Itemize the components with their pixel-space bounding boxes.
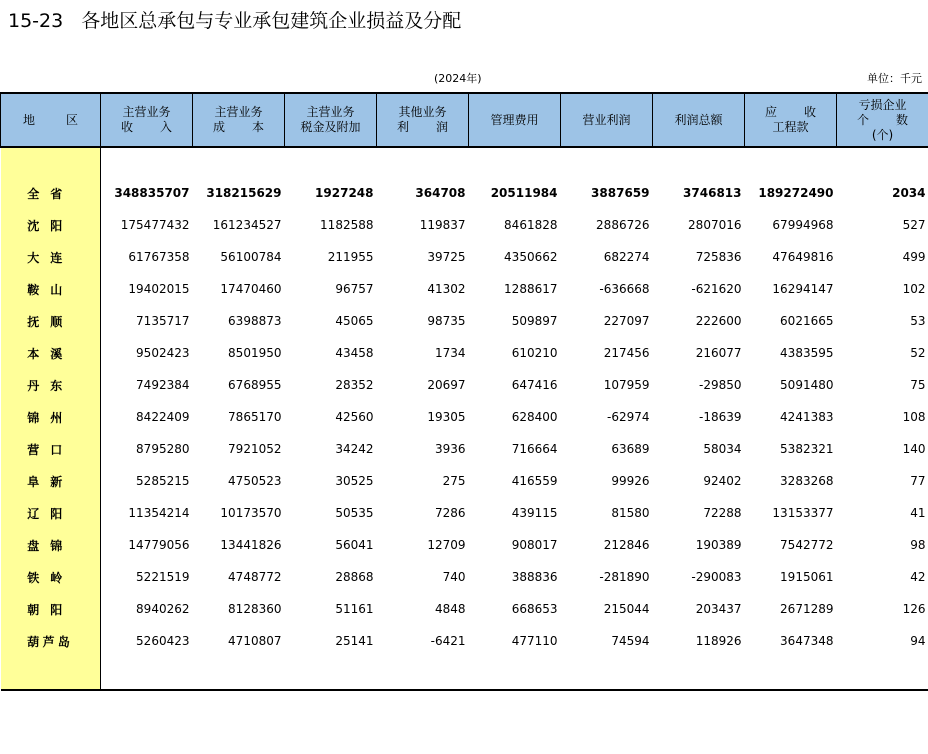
region-name: [27, 569, 73, 586]
value-cell: 364708: [415, 186, 466, 200]
value-cell: 98: [910, 538, 926, 552]
value-cell: 5091480: [780, 378, 834, 392]
region-cell: [1, 147, 101, 177]
value-cell: 5382321: [780, 442, 834, 456]
region-name: [27, 601, 73, 618]
value-cell: 5285215: [136, 474, 190, 488]
value-cell: 8501950: [228, 346, 282, 360]
table-row: [1, 337, 928, 369]
region-name-char: 丹: [27, 378, 40, 393]
header-other-profit: [377, 93, 469, 147]
region-name: [27, 441, 73, 458]
spacer-row: [1, 657, 928, 690]
header-line: 主营业务: [306, 105, 355, 119]
header-main-cost: [193, 93, 285, 147]
value-cell: 43458: [335, 346, 374, 360]
value-cell: 53: [910, 314, 926, 328]
value-cell: 20697: [427, 378, 466, 392]
value-cell: 8461828: [504, 218, 558, 232]
value-cell: 4383595: [780, 346, 834, 360]
header-row: [1, 93, 928, 147]
value-cell: 2034: [892, 186, 926, 200]
value-cell: 682274: [603, 250, 650, 264]
value-cell: 203437: [695, 602, 742, 616]
region-name-char: 锦: [50, 538, 63, 553]
header-char: 利: [397, 120, 410, 134]
value-cell: 47649816: [772, 250, 834, 264]
value-cell: 34242: [335, 442, 374, 456]
header-char: 收: [121, 120, 134, 134]
value-cell: 13441826: [220, 538, 282, 552]
value-cell: 77: [910, 474, 926, 488]
value-cell: 11354214: [128, 506, 190, 520]
value-cell: 28868: [335, 570, 374, 584]
region-name-char: 辽: [27, 506, 40, 521]
value-cell: -281890: [599, 570, 650, 584]
region-name-char: 朝: [27, 602, 40, 617]
table-body: [1, 147, 928, 690]
region-name-cell: [1, 209, 101, 241]
table-row: [1, 625, 928, 657]
region-name-char: 铁: [27, 570, 40, 585]
value-cell: 509897: [511, 314, 558, 328]
region-name-char: 全: [27, 186, 40, 201]
value-cell: 348835707: [114, 186, 190, 200]
region-name-char: 抚: [27, 314, 40, 329]
region-name-cell: [1, 433, 101, 465]
value-cell: 318215629: [206, 186, 282, 200]
region-name: [27, 249, 73, 266]
header-char: 润: [435, 120, 448, 134]
value-cell: 4350662: [504, 250, 558, 264]
header-region: [1, 93, 101, 147]
value-cell: 63689: [611, 442, 650, 456]
region-name-char: 东: [50, 378, 63, 393]
unit-label: 单位：千元: [867, 72, 922, 85]
header-line: 亏损企业: [858, 97, 907, 112]
table-row: [1, 241, 928, 273]
value-cell: 12709: [427, 538, 466, 552]
value-cell: 3283268: [780, 474, 834, 488]
value-cell: 8940262: [136, 602, 190, 616]
value-cell: 6021665: [780, 314, 834, 328]
region-name: [27, 281, 73, 298]
value-cell: 118926: [695, 634, 742, 648]
spacer-row: [1, 147, 928, 177]
value-cell: 107959: [603, 378, 650, 392]
value-cell: 25141: [335, 634, 374, 648]
spacer-cell: [101, 147, 928, 177]
table-row: [1, 465, 928, 497]
region-name-cell: [1, 241, 101, 273]
value-cell: 10173570: [220, 506, 282, 520]
region-name-cell: [1, 625, 101, 657]
table-row: [1, 305, 928, 337]
header-operating-profit: 营业利润: [561, 93, 653, 147]
value-cell: 1927248: [315, 186, 374, 200]
region-name: [27, 345, 73, 362]
value-cell: 98735: [427, 314, 466, 328]
value-cell: 72288: [703, 506, 742, 520]
region-name: [27, 409, 73, 426]
value-cell: 119837: [419, 218, 466, 232]
value-cell: 92402: [703, 474, 742, 488]
header-main-tax: [285, 93, 377, 147]
region-name-cell: [1, 465, 101, 497]
value-cell: 5221519: [136, 570, 190, 584]
header-line: 税金及附加: [300, 120, 361, 134]
region-name-char: 省: [50, 186, 63, 201]
value-cell: 42: [910, 570, 926, 584]
value-cell: 2886726: [596, 218, 650, 232]
region-name-char: 阳: [50, 602, 63, 617]
region-name-char: 顺: [50, 314, 63, 329]
table-title-text: 各地区总承包与专业承包建筑企业损益及分配: [81, 10, 462, 32]
value-cell: 51161: [335, 602, 374, 616]
value-cell: 1915061: [780, 570, 834, 584]
value-cell: 3647348: [780, 634, 834, 648]
header-line: 主营业务: [214, 105, 263, 119]
value-cell: 216077: [695, 346, 742, 360]
value-cell: 19305: [427, 410, 466, 424]
region-name: [27, 377, 73, 394]
value-cell: 6398873: [228, 314, 282, 328]
region-name-char: 口: [50, 442, 63, 457]
region-name: [27, 217, 73, 234]
year-label: (2024年): [434, 72, 482, 85]
value-cell: 140: [902, 442, 926, 456]
value-cell: 45065: [335, 314, 374, 328]
table-row: [1, 593, 928, 625]
region-name-cell: [1, 369, 101, 401]
value-cell: 477110: [511, 634, 558, 648]
table-row: [1, 529, 928, 561]
region-name: [27, 537, 73, 554]
region-name-cell: [1, 529, 101, 561]
value-cell: 668653: [511, 602, 558, 616]
header-admin-expense: 管理费用: [469, 93, 561, 147]
value-cell: 1182588: [320, 218, 374, 232]
region-cell: [1, 657, 101, 690]
value-cell: 416559: [511, 474, 558, 488]
header-char: 数: [895, 112, 908, 127]
spacer-cell: [101, 657, 928, 690]
value-cell: 161234527: [212, 218, 282, 232]
value-cell: 41302: [427, 282, 466, 296]
region-name-char: 新: [50, 474, 63, 489]
value-cell: 74594: [611, 634, 650, 648]
region-name-cell: [1, 497, 101, 529]
table-row: [1, 497, 928, 529]
region-name-cell: [1, 305, 101, 337]
region-name-char: 营: [27, 442, 40, 457]
region-name-char: 阳: [50, 218, 63, 233]
value-cell: 30525: [335, 474, 374, 488]
value-cell: 75: [910, 378, 926, 392]
region-name-cell: [1, 177, 101, 209]
value-cell: 7135717: [136, 314, 190, 328]
value-cell: -636668: [599, 282, 650, 296]
value-cell: 217456: [603, 346, 650, 360]
value-cell: -62974: [606, 410, 650, 424]
value-cell: 7286: [434, 506, 466, 520]
value-cell: 190389: [695, 538, 742, 552]
value-cell: 4710807: [228, 634, 282, 648]
table-title: [8, 6, 461, 33]
table-number: 15-23: [8, 10, 64, 32]
header-main-revenue: [101, 93, 193, 147]
value-cell: 42560: [335, 410, 374, 424]
value-cell: 388836: [511, 570, 558, 584]
region-name-char: 锦: [27, 410, 40, 425]
value-cell: 19402015: [128, 282, 190, 296]
header-char: 成: [213, 120, 226, 134]
value-cell: 908017: [511, 538, 558, 552]
table-row-total: [1, 177, 928, 209]
region-name: [27, 185, 73, 202]
value-cell: 4241383: [780, 410, 834, 424]
value-cell: 81580: [611, 506, 650, 520]
value-cell: 17470460: [220, 282, 282, 296]
value-cell: 3936: [434, 442, 466, 456]
region-name: [27, 505, 73, 522]
value-cell: 222600: [695, 314, 742, 328]
region-name-char: 溪: [50, 346, 63, 361]
table-row: [1, 561, 928, 593]
value-cell: 8795280: [136, 442, 190, 456]
value-cell: 211955: [327, 250, 374, 264]
data-table: [0, 92, 928, 691]
value-cell: 8128360: [228, 602, 282, 616]
region-name-char: 州: [50, 410, 63, 425]
value-cell: 716664: [511, 442, 558, 456]
value-cell: 108: [902, 410, 926, 424]
region-name-char: 大: [27, 250, 40, 265]
value-cell: 20511984: [490, 186, 558, 200]
value-cell: -290083: [691, 570, 742, 584]
value-cell: 102: [902, 282, 926, 296]
region-name-char: 盘: [27, 538, 40, 553]
value-cell: 175477432: [120, 218, 190, 232]
header-char: 个: [857, 112, 870, 127]
region-name-char: 沈: [27, 218, 40, 233]
region-name-cell: [1, 561, 101, 593]
header-char: 本: [251, 120, 264, 134]
header-line: 工程款: [772, 120, 809, 134]
value-cell: 56041: [335, 538, 374, 552]
table-row: [1, 433, 928, 465]
value-cell: 58034: [703, 442, 742, 456]
value-cell: 16294147: [772, 282, 834, 296]
region-name-cell: [1, 593, 101, 625]
value-cell: 647416: [511, 378, 558, 392]
value-cell: 3887659: [591, 186, 650, 200]
region-name-char: 本: [27, 346, 40, 361]
value-cell: 189272490: [758, 186, 834, 200]
value-cell: 9502423: [136, 346, 190, 360]
header-loss-count: [837, 93, 928, 147]
region-name-char: 岭: [50, 570, 63, 585]
region-name-char: 连: [50, 250, 63, 265]
value-cell: 41: [910, 506, 926, 520]
value-cell: 7865170: [228, 410, 282, 424]
value-cell: 7492384: [136, 378, 190, 392]
region-name: [27, 633, 73, 650]
region-name-char: 葫: [27, 634, 40, 649]
header-receivables: [745, 93, 837, 147]
value-cell: -6421: [430, 634, 466, 648]
value-cell: 227097: [603, 314, 650, 328]
value-cell: 94: [910, 634, 926, 648]
table-row: [1, 209, 928, 241]
value-cell: 527: [902, 218, 926, 232]
region-name-char: 芦: [42, 634, 55, 649]
region-name: [27, 473, 73, 490]
value-cell: -29850: [698, 378, 742, 392]
region-name-cell: [1, 401, 101, 433]
value-cell: 2671289: [780, 602, 834, 616]
value-cell: 2807016: [688, 218, 742, 232]
value-cell: 13153377: [772, 506, 834, 520]
value-cell: 4848: [434, 602, 466, 616]
region-name-char: 阳: [50, 506, 63, 521]
value-cell: -621620: [691, 282, 742, 296]
region-name: [27, 313, 73, 330]
header-char: 入: [159, 120, 172, 134]
header-region-char: 地: [23, 112, 36, 127]
value-cell: 52: [910, 346, 926, 360]
value-cell: 50535: [335, 506, 374, 520]
value-cell: -18639: [698, 410, 742, 424]
value-cell: 4748772: [228, 570, 282, 584]
value-cell: 439115: [511, 506, 558, 520]
table-row: [1, 369, 928, 401]
region-name-cell: [1, 337, 101, 369]
value-cell: 3746813: [683, 186, 742, 200]
header-line: 其他业务: [398, 105, 447, 119]
value-cell: 4750523: [228, 474, 282, 488]
value-cell: 275: [442, 474, 466, 488]
header-line: (个): [871, 127, 894, 142]
value-cell: 6768955: [228, 378, 282, 392]
header-line: 主营业务: [122, 105, 171, 119]
region-name-cell: [1, 273, 101, 305]
value-cell: 1734: [434, 346, 466, 360]
value-cell: 628400: [511, 410, 558, 424]
value-cell: 1288617: [504, 282, 558, 296]
header-char: 应: [765, 105, 778, 119]
value-cell: 99926: [611, 474, 650, 488]
value-cell: 14779056: [128, 538, 190, 552]
value-cell: 212846: [603, 538, 650, 552]
value-cell: 7921052: [228, 442, 282, 456]
header-total-profit: 利润总额: [653, 93, 745, 147]
value-cell: 499: [902, 250, 926, 264]
value-cell: 96757: [335, 282, 374, 296]
value-cell: 8422409: [136, 410, 190, 424]
value-cell: 67994968: [772, 218, 834, 232]
value-cell: 215044: [603, 602, 650, 616]
value-cell: 39725: [427, 250, 466, 264]
value-cell: 61767358: [128, 250, 190, 264]
region-name-char: 阜: [27, 474, 40, 489]
table-row: [1, 401, 928, 433]
header-region-char: 区: [65, 112, 78, 127]
region-name-char: 山: [50, 282, 63, 297]
header-char: 收: [803, 105, 816, 119]
value-cell: 28352: [335, 378, 374, 392]
value-cell: 740: [442, 570, 466, 584]
value-cell: 7542772: [780, 538, 834, 552]
value-cell: 5260423: [136, 634, 190, 648]
value-cell: 56100784: [220, 250, 282, 264]
region-name-char: 岛: [57, 634, 70, 649]
region-name-char: 鞍: [27, 282, 40, 297]
value-cell: 126: [902, 602, 926, 616]
value-cell: 610210: [511, 346, 558, 360]
value-cell: 725836: [695, 250, 742, 264]
table-row: [1, 273, 928, 305]
